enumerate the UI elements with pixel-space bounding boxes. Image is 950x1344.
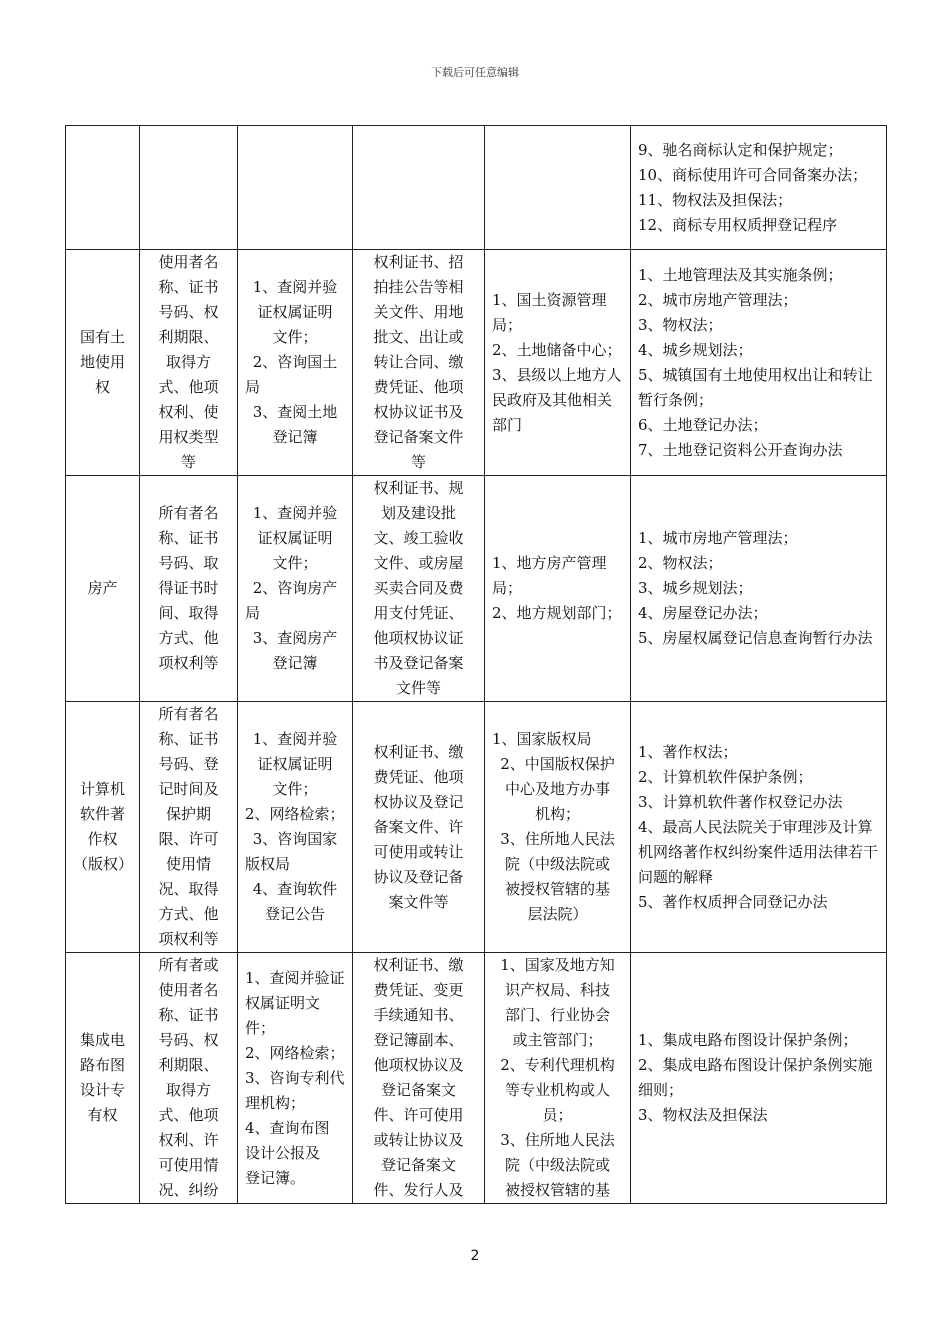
info-line: 称、证书 — [158, 1006, 219, 1024]
docs-line: 备案文件、许 — [373, 817, 464, 836]
table-row — [66, 702, 887, 953]
org-cell — [485, 476, 631, 702]
docs-line: 登记备案文件 — [373, 428, 464, 446]
docs-line: 划及建设批 — [380, 504, 456, 522]
docs-line: 权利证书、缴 — [373, 742, 464, 761]
laws-cell — [631, 476, 887, 702]
docs-line: 用支付凭证、 — [373, 604, 464, 622]
docs-line: 登记备案文 — [380, 1081, 456, 1099]
docs-line: 费凭证、他项 — [373, 767, 464, 786]
org-item: 院（中级法院或 — [504, 855, 610, 873]
org-item: 院（中级法院或 — [504, 1156, 610, 1174]
method-line: 2、网络检索； — [245, 805, 345, 823]
org-item: 3、县级以上地方人民政府及其他相关部门 — [492, 365, 622, 434]
info-line: 称、证书 — [158, 730, 219, 748]
org-item: 1、国土资源管理局； — [492, 290, 607, 334]
table-row — [66, 953, 887, 1204]
org-item: 层法院） — [527, 905, 588, 923]
info-line: 式、他项 — [158, 1106, 219, 1124]
info-line: 号码、权 — [158, 1031, 219, 1049]
docs-line: 转让合同、缴 — [373, 353, 464, 371]
method-cell — [238, 702, 353, 953]
info-line: 方式、他 — [158, 629, 219, 647]
law-item: 2、集成电路布图设计保护条例实施细则； — [638, 1056, 873, 1099]
method-line: 文件； — [272, 554, 318, 572]
law-item: 4、最高人民法院关于审理涉及计算机网络著作权纠纷案件适用法律若干问题的解释 — [638, 817, 879, 886]
docs-line: 可使用或转让 — [373, 842, 464, 861]
info-cell — [140, 476, 238, 702]
info-line: 使用者名 — [158, 981, 219, 999]
info-line: 称、证书 — [158, 278, 219, 296]
info-line: 取得方 — [165, 353, 211, 371]
law-item: 11、物权法及担保法； — [638, 190, 793, 209]
docs-line: 拍挂公告等相 — [373, 278, 464, 296]
method-line: 登记簿 — [272, 428, 318, 446]
laws-cell — [631, 250, 887, 476]
org-item: 2、地方规划部门； — [492, 604, 622, 622]
type-cell — [66, 953, 140, 1204]
docs-line: 买卖合同及费 — [373, 579, 464, 597]
method-line: 3、查阅房产 — [252, 629, 338, 647]
docs-line: 权利证书、规 — [373, 479, 464, 497]
law-item: 4、城乡规划法； — [638, 340, 753, 359]
law-item: 1、土地管理法及其实施条例； — [638, 265, 843, 284]
laws-cell — [631, 702, 887, 953]
method-line: 1、查阅并验证权属证明文件； — [245, 968, 345, 1037]
docs-line: 他项权协议证 — [373, 629, 464, 647]
method-line: 证权属证明 — [257, 755, 333, 773]
laws-cell — [631, 126, 887, 250]
info-line: 号码、权 — [158, 303, 219, 321]
org-item: 2、土地储备中心； — [492, 340, 622, 359]
docs-line: 关文件、用地 — [373, 303, 464, 321]
docs-line: 费凭证、他项 — [373, 378, 464, 396]
info-cell — [140, 702, 238, 953]
rights-verification-table — [65, 125, 887, 1204]
asset-type-label: 集成电路布图设计专有权 — [79, 1031, 125, 1124]
method-line: 局 — [245, 378, 261, 396]
info-line: 号码、取 — [158, 554, 219, 572]
asset-type-label: 房产 — [87, 579, 118, 597]
info-line: 项权利等 — [158, 930, 219, 948]
docs-line: 权利证书、缴 — [373, 956, 464, 974]
docs-line: 等 — [410, 453, 426, 471]
docs-cell — [353, 702, 485, 953]
info-line: 记时间及 — [158, 780, 219, 798]
laws-cell — [631, 953, 887, 1204]
docs-line: 手续通知书、 — [373, 1006, 464, 1024]
method-line: 登记簿。 — [245, 1168, 306, 1187]
page-header: 下载后可任意编辑 — [431, 66, 519, 79]
info-cell — [140, 126, 238, 250]
law-item: 3、物权法及担保法 — [638, 1106, 768, 1124]
law-item: 1、著作权法； — [638, 742, 738, 761]
method-line: 2、咨询房产 — [252, 579, 338, 597]
law-item: 5、城镇国有土地使用权出让和转让暂行条例； — [638, 365, 873, 409]
asset-type-label: 计算机软件著作权（版权） — [73, 780, 134, 873]
law-item: 2、计算机软件保护条例； — [638, 767, 813, 786]
info-line: 使用者名 — [158, 253, 219, 271]
org-cell — [485, 702, 631, 953]
info-line: 用权类型 — [158, 428, 219, 446]
method-cell — [238, 250, 353, 476]
org-item: 员； — [542, 1106, 573, 1124]
method-line: 文件； — [272, 328, 318, 346]
org-item: 部门、行业协会 — [504, 1006, 610, 1024]
org-item: 被授权管辖的基 — [504, 880, 610, 898]
org-item: 识产权局、科技 — [504, 981, 610, 999]
info-line: 利期限、 — [158, 1056, 219, 1074]
method-line: 2、网络检索； — [245, 1043, 345, 1062]
info-line: 限、许可 — [158, 830, 219, 848]
docs-line: 文、竣工验收 — [373, 529, 464, 547]
docs-line: 登记簿副本、 — [373, 1031, 464, 1049]
method-line: 文件； — [272, 780, 318, 798]
type-cell — [66, 250, 140, 476]
law-item: 12、商标专用权质押登记程序 — [638, 215, 838, 234]
method-cell — [238, 476, 353, 702]
docs-line: 文件等 — [395, 679, 441, 697]
org-item: 3、住所地人民法 — [500, 1131, 615, 1149]
org-item: 中心及地方办事 — [504, 780, 610, 798]
info-line: 所有者名 — [158, 705, 219, 723]
method-cell — [238, 126, 353, 250]
table-row — [66, 126, 887, 250]
asset-type-label: 国有土地使用权 — [79, 328, 125, 396]
info-line: 号码、登 — [158, 755, 219, 773]
method-line: 局 — [245, 604, 261, 622]
info-line: 取得方 — [165, 1081, 211, 1099]
info-cell — [140, 250, 238, 476]
method-line: 1、查阅并验 — [252, 504, 338, 522]
law-item: 1、集成电路布图设计保护条例； — [638, 1031, 858, 1049]
docs-line: 权协议证书及 — [373, 403, 464, 421]
law-item: 3、物权法； — [638, 315, 723, 334]
law-item: 3、城乡规划法； — [638, 579, 753, 597]
docs-line: 权协议及登记 — [373, 792, 464, 811]
docs-line: 书及登记备案 — [373, 654, 464, 672]
info-line: 项权利等 — [158, 654, 219, 672]
info-line: 所有者或 — [158, 956, 219, 974]
docs-line: 件、许可使用 — [373, 1106, 464, 1124]
docs-cell — [353, 126, 485, 250]
info-line: 权利、使 — [158, 403, 219, 421]
docs-line: 案文件等 — [388, 892, 449, 911]
law-item: 9、驰名商标认定和保护规定； — [638, 140, 843, 159]
law-item: 2、物权法； — [638, 554, 723, 572]
info-line: 使用情 — [165, 855, 211, 873]
info-line: 况、取得 — [158, 880, 219, 898]
info-line: 况、纠纷 — [158, 1181, 219, 1199]
org-item: 被授权管辖的基 — [504, 1181, 610, 1199]
org-item: 等专业机构或人 — [504, 1081, 610, 1099]
method-line: 登记公告 — [264, 905, 325, 923]
law-item: 5、房屋权属登记信息查询暂行办法 — [638, 629, 873, 647]
info-line: 式、他项 — [158, 378, 219, 396]
docs-line: 协议及登记备 — [373, 867, 464, 886]
docs-line: 登记备案文 — [380, 1156, 456, 1174]
law-item: 2、城市房地产管理法； — [638, 290, 798, 309]
law-item: 3、计算机软件著作权登记办法 — [638, 792, 843, 811]
method-line: 1、查阅并验 — [252, 278, 338, 296]
info-line: 间、取得 — [158, 604, 219, 622]
info-line: 利期限、 — [158, 328, 219, 346]
method-line: 设计公报及 — [245, 1143, 321, 1162]
method-line: 2、咨询国土 — [252, 353, 338, 371]
table-row — [66, 250, 887, 476]
info-line: 等 — [180, 453, 196, 471]
method-line: 1、查阅并验 — [252, 730, 338, 748]
info-line: 得证书时 — [158, 579, 219, 597]
law-item: 6、土地登记办法； — [638, 415, 768, 434]
page-number: 2 — [470, 1248, 480, 1264]
info-line: 所有者名 — [158, 504, 219, 522]
docs-cell — [353, 953, 485, 1204]
info-line: 称、证书 — [158, 529, 219, 547]
docs-line: 文件、或房屋 — [373, 554, 464, 572]
method-line: 版权局 — [245, 855, 291, 873]
type-cell — [66, 126, 140, 250]
org-item: 2、专利代理机构 — [500, 1056, 615, 1074]
org-cell — [485, 953, 631, 1204]
method-line: 登记簿 — [272, 654, 318, 672]
org-item: 机构； — [534, 805, 580, 823]
method-line: 4、查询软件 — [252, 880, 338, 898]
docs-line: 件、发行人及 — [373, 1181, 464, 1199]
type-cell — [66, 476, 140, 702]
docs-line: 或转让协议及 — [373, 1131, 464, 1149]
method-line: 3、咨询国家 — [252, 830, 338, 848]
method-line: 证权属证明 — [257, 529, 333, 547]
docs-line: 他项权协议及 — [373, 1056, 464, 1074]
law-item: 10、商标使用许可合同备案办法； — [638, 165, 868, 184]
method-line: 3、咨询专利代理机构； — [245, 1068, 345, 1112]
law-item: 5、著作权质押合同登记办法 — [638, 892, 828, 911]
docs-line: 批文、出让或 — [373, 328, 464, 346]
method-line: 证权属证明 — [257, 303, 333, 321]
method-line: 3、查阅土地 — [252, 403, 338, 421]
info-line: 方式、他 — [158, 905, 219, 923]
docs-line: 权利证书、招 — [373, 253, 464, 271]
law-item: 7、土地登记资料公开查询办法 — [638, 440, 843, 459]
law-item: 1、城市房地产管理法； — [638, 529, 798, 547]
org-item: 2、中国版权保护 — [500, 755, 615, 773]
org-item: 或主管部门； — [512, 1031, 603, 1049]
info-line: 保护期 — [165, 805, 211, 823]
law-item: 4、房屋登记办法； — [638, 604, 768, 622]
table-row — [66, 476, 887, 702]
docs-cell — [353, 250, 485, 476]
org-item: 3、住所地人民法 — [500, 830, 615, 848]
method-cell — [238, 953, 353, 1204]
docs-cell — [353, 476, 485, 702]
docs-line: 费凭证、变更 — [373, 981, 464, 999]
org-cell — [485, 126, 631, 250]
org-item: 1、国家版权局 — [492, 730, 592, 748]
type-cell — [66, 702, 140, 953]
info-cell — [140, 953, 238, 1204]
info-line: 权利、许 — [158, 1131, 219, 1149]
info-line: 可使用情 — [158, 1156, 219, 1174]
org-item: 1、地方房产管理局； — [492, 554, 607, 597]
org-item: 1、国家及地方知 — [500, 956, 615, 974]
method-line: 4、查询布图 — [245, 1118, 330, 1137]
org-cell — [485, 250, 631, 476]
